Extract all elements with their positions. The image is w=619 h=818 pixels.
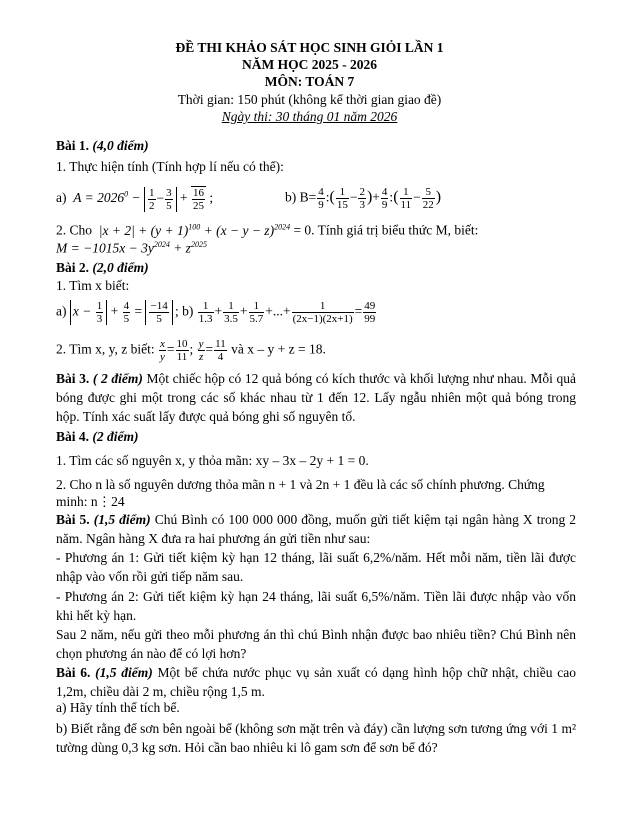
bai2-q1a: a) x − $\frac{1}{3}$ + $\frac{4}{5}$ = $\frac{-14}{5}$ bbox=[56, 300, 173, 325]
bai5-option2: - Phương án 2: Gửi tiết kiệm kỳ hạn 24 tháng, lãi suất 6,5%/năm. Tiền lãi được nhập vào vốn khi hết kỳ hạn. bbox=[56, 589, 576, 623]
exam-date: Ngày thi: 30 tháng 01 năm 2026 bbox=[221, 109, 398, 124]
bai2-q1: 1. Tìm x biết: bbox=[56, 278, 130, 293]
bai5-question: Sau 2 năm, nếu gửi theo mỗi phương án thì chú Bình nhận được bao nhiêu tiền? Chú Bình nên chọn phương án nào để có lợi hơn? bbox=[56, 627, 576, 661]
bai4-heading: Bài 4. (2 điểm) bbox=[56, 429, 139, 444]
bai4-q2a: 2. Cho n là số nguyên dương thỏa mãn n + 1 và 2n + 1 đều là các số chính phương. Chứng bbox=[56, 477, 545, 492]
bai1-q1a: a) $A = 2026^0$ − $\frac{1}{2}$ − $\frac{3}{5}$ + $\frac{16}{25}$ ; bbox=[56, 186, 214, 212]
bai1-q2-M: $M = -1015x - 3y^{2024} + z^{2025}$ bbox=[56, 240, 207, 256]
exam-title: ĐỀ THI KHẢO SÁT HỌC SINH GIỎI LẦN 1 bbox=[175, 40, 444, 55]
bai5-option1: - Phương án 1: Gửi tiết kiệm kỳ hạn 12 tháng, lãi suất 6,2%/năm. Hết mỗi năm, tiền lãi được nhập vào vốn rồi gửi tiếp năm sau. bbox=[56, 550, 576, 584]
bai5-text: Bài 5. (1,5 điểm) Chú Bình có 100 000 000 đồng, muốn gửi tiết kiệm tại ngân hàng X trong 2 năm. Ngân hàng X đưa ra hai phương án gửi tiền như sau: bbox=[56, 512, 577, 546]
bai2-q2: 2. Tìm x, y, z biết: $\frac{x}{y}$ = $\frac{10}{11}$ ; $\frac{y}{z}$ = $\frac{11}{4}$ và x – y + z = 18. bbox=[56, 338, 326, 363]
bai1-q1b: b) B= $\frac{4}{9}$ :( $\frac{1}{15}$ − $\frac{2}{3}$ )+ $\frac{4}{9}$ :( $\frac{1}{11}$ − $\frac{5}{22}$ ) bbox=[285, 186, 442, 211]
bai6-a: a) Hãy tính thể tích bể. bbox=[56, 700, 180, 715]
bai4-q2b: minh: n⋮24 bbox=[56, 494, 125, 509]
bai2-q1b: ; b) $\frac{1}{1.3}$ + $\frac{1}{3.5}$ + $\frac{1}{5.7}$ +...+ $\frac{1}{(2x-1)(2x+1)}$ = $\frac{49}{99}$ bbox=[175, 300, 376, 325]
bai1-heading: Bài 1. (4,0 điểm) bbox=[56, 138, 149, 153]
bai6-b: b) Biết rằng để sơn bên ngoài bể (không sơn mặt trên và đáy) cần lượng sơn tương ứng với 1 m² tường dùng 0,3 kg sơn. Hỏi cần bao nhiêu ki lô gam sơn để sơn bể đó? bbox=[56, 721, 576, 755]
subject: MÔN: TOÁN 7 bbox=[264, 74, 355, 89]
bai6-text: Bài 6. (1,5 điểm) Một bể chứa nước phục vụ sản xuất có dạng hình hộp chữ nhật, chiều cao 1,2m, chiều dài 2 m, chiều rộng 1,5 m. bbox=[56, 665, 576, 699]
time-limit: Thời gian: 150 phút (không kể thời gian giao đề) bbox=[177, 92, 442, 107]
bai1-q1: 1. Thực hiện tính (Tính hợp lí nếu có thể): bbox=[56, 159, 284, 174]
bai2-heading: Bài 2. (2,0 điểm) bbox=[56, 260, 149, 275]
bai4-q1: 1. Tìm các số nguyên x, y thỏa mãn: xy – 3x – 2y + 1 = 0. bbox=[56, 453, 369, 468]
bai3-text: Bài 3. ( 2 điểm) Một chiếc hộp có 12 quả bóng có kích thước và khối lượng như nhau. Mỗi quả bóng được ghi một trong các số khác nhau từ 1 đến 12. Lấy ngẫu nhiên một quả bóng trong hộp. Tính xác suất lấy được quả bóng ghi số nguyên tố. bbox=[56, 371, 577, 424]
school-year: NĂM HỌC 2025 - 2026 bbox=[242, 57, 377, 72]
bai1-q2: 2. Cho $|x + 2| + (y + 1)^{100} + (x - y - z)^{2024} = 0$. Tính giá trị biểu thức M, biết: bbox=[56, 222, 479, 238]
